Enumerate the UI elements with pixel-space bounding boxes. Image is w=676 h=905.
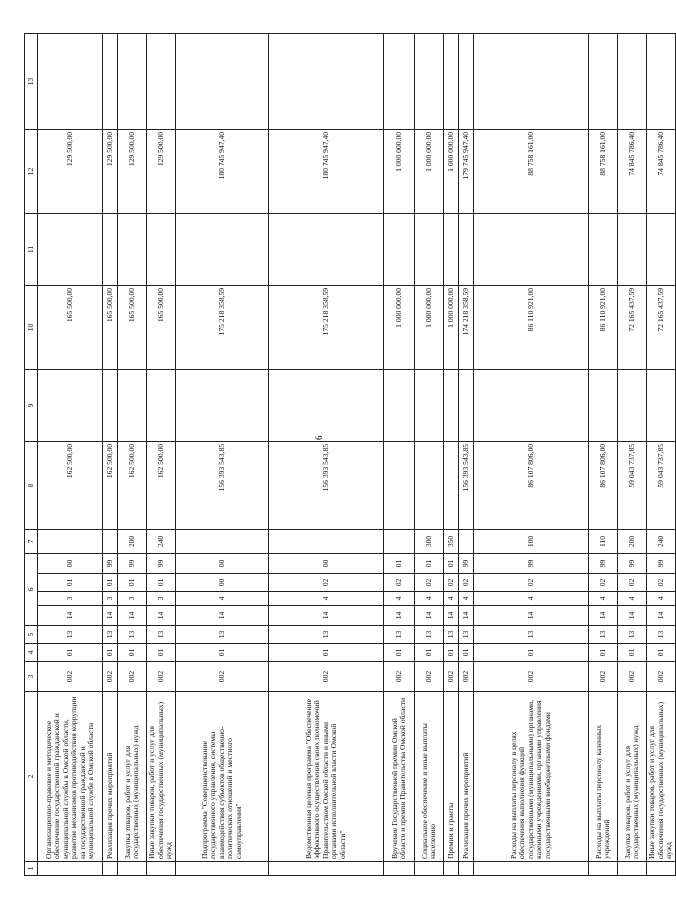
table-row <box>103 33 118 875</box>
amount-cell <box>176 213 269 285</box>
target-code-cell: 14 <box>647 606 676 626</box>
amount-cell: 1 000 000,00 <box>415 285 444 369</box>
header-cell: 3 <box>25 662 38 692</box>
amount-cell <box>38 213 103 285</box>
amount-cell <box>415 213 444 285</box>
amount-cell: 156 393 543,85 <box>176 441 269 529</box>
amount-cell <box>176 369 269 441</box>
name-cell: Организационно-правовое и методическое обеспечение государственной гражданской и муниципальной службы в Омской области, развитие механизмов противодействия коррупции на государственной гражданской и муниципальной службе в Омской области <box>38 692 103 862</box>
table-row <box>474 33 589 875</box>
table-body <box>25 33 676 875</box>
subsection-cell: 13 <box>384 626 415 644</box>
code-cell: 002 <box>474 662 589 692</box>
target-code-cell: 4 <box>415 592 444 606</box>
amount-cell: 179 745 947,40 <box>459 129 474 213</box>
amount-cell: 59 043 737,85 <box>647 441 676 529</box>
header-cell: 8 <box>25 441 38 529</box>
table-row <box>647 33 676 875</box>
amount-cell <box>474 213 589 285</box>
amount-cell: 88 758 161,00 <box>589 129 618 213</box>
amount-cell: 162 500,00 <box>103 441 118 529</box>
target-code-cell: 3 <box>118 592 147 606</box>
amount-cell <box>647 33 676 129</box>
target-code-cell: 4 <box>269 592 384 606</box>
expense-type-cell <box>384 529 415 553</box>
target-code-cell: 02 <box>618 574 647 592</box>
target-code-cell: 14 <box>459 606 474 626</box>
amount-cell <box>147 213 176 285</box>
amount-cell <box>118 369 147 441</box>
target-code-cell: 02 <box>415 574 444 592</box>
table-header-row <box>25 33 38 875</box>
amount-cell <box>618 33 647 129</box>
amount-cell <box>647 369 676 441</box>
target-code-cell: 14 <box>474 606 589 626</box>
amount-cell: 72 165 437,59 <box>647 285 676 369</box>
amount-cell: 165 500,00 <box>118 285 147 369</box>
amount-cell <box>384 441 415 529</box>
amount-cell: 156 393 543,85 <box>269 441 384 529</box>
expense-type-cell: 350 <box>444 529 459 553</box>
amount-cell <box>176 33 269 129</box>
index-cell <box>103 862 118 876</box>
table-row <box>269 33 384 875</box>
target-code-cell: 01 <box>384 553 415 573</box>
target-code-cell: 02 <box>269 574 384 592</box>
table-row <box>384 33 415 875</box>
section-cell: 01 <box>269 644 384 662</box>
target-code-cell: 3 <box>103 592 118 606</box>
target-code-cell: 01 <box>38 574 103 592</box>
target-code-cell: 01 <box>415 553 444 573</box>
code-cell: 002 <box>269 662 384 692</box>
amount-cell: 165 500,00 <box>147 285 176 369</box>
subsection-cell: 13 <box>647 626 676 644</box>
section-cell: 01 <box>38 644 103 662</box>
code-cell: 002 <box>384 662 415 692</box>
table-row <box>444 33 459 875</box>
amount-cell: 162 500,00 <box>38 441 103 529</box>
name-cell: Расходы на выплаты персоналу казенных учреждений <box>589 692 618 862</box>
subsection-cell: 13 <box>415 626 444 644</box>
name-cell: Иные закупки товаров, работ и услуг для обеспечения государственных (муниципальных) нужд <box>647 692 676 862</box>
amount-cell <box>459 369 474 441</box>
subsection-cell: 13 <box>147 626 176 644</box>
target-code-cell: 14 <box>444 606 459 626</box>
amount-cell <box>415 33 444 129</box>
table-row <box>618 33 647 875</box>
index-cell <box>444 862 459 876</box>
target-code-cell: 99 <box>103 553 118 573</box>
code-cell: 002 <box>176 662 269 692</box>
name-cell: Закупка товаров, работ и услуг для государственных (муниципальных) нужд <box>118 692 147 862</box>
amount-cell <box>384 369 415 441</box>
target-code-cell: 02 <box>474 574 589 592</box>
section-cell: 01 <box>415 644 444 662</box>
index-cell <box>384 862 415 876</box>
target-code-cell: 99 <box>118 553 147 573</box>
name-cell: Премии и гранты <box>444 692 459 862</box>
name-cell: Закупка товаров, работ и услуг для государственных (муниципальных) нужд <box>618 692 647 862</box>
table-row <box>147 33 176 875</box>
code-cell: 002 <box>118 662 147 692</box>
amount-cell <box>118 33 147 129</box>
code-cell: 002 <box>589 662 618 692</box>
amount-cell <box>415 441 444 529</box>
target-code-cell: 00 <box>269 553 384 573</box>
subsection-cell: 13 <box>618 626 647 644</box>
header-cell: 6 <box>25 553 38 625</box>
expense-type-cell <box>103 529 118 553</box>
amount-cell <box>103 369 118 441</box>
amount-cell: 180 745 947,40 <box>269 129 384 213</box>
section-cell: 01 <box>147 644 176 662</box>
subsection-cell: 13 <box>38 626 103 644</box>
expense-type-cell: 240 <box>647 529 676 553</box>
subsection-cell: 13 <box>459 626 474 644</box>
target-code-cell: 14 <box>384 606 415 626</box>
target-code-cell: 02 <box>444 574 459 592</box>
target-code-cell: 99 <box>147 553 176 573</box>
section-cell: 01 <box>459 644 474 662</box>
section-cell: 01 <box>118 644 147 662</box>
amount-cell <box>474 369 589 441</box>
expense-type-cell: 200 <box>618 529 647 553</box>
amount-cell <box>589 33 618 129</box>
subsection-cell: 13 <box>589 626 618 644</box>
code-cell: 002 <box>618 662 647 692</box>
table-row <box>459 33 474 875</box>
target-code-cell: 14 <box>118 606 147 626</box>
amount-cell <box>589 369 618 441</box>
amount-cell <box>618 369 647 441</box>
target-code-cell: 4 <box>384 592 415 606</box>
target-code-cell: 99 <box>618 553 647 573</box>
amount-cell: 59 043 737,85 <box>618 441 647 529</box>
expense-type-cell: 100 <box>474 529 589 553</box>
subsection-cell: 13 <box>118 626 147 644</box>
name-cell: Расходы на выплаты персоналу в целях обеспечения выполнения функций государственными (муниципальными) органами, казенными учреждениями, органами управления государственными внебюджетными фондами <box>474 692 589 862</box>
amount-cell: 72 165 437,59 <box>618 285 647 369</box>
index-cell <box>474 862 589 876</box>
expense-type-cell <box>38 529 103 553</box>
amount-cell <box>589 213 618 285</box>
section-cell: 01 <box>474 644 589 662</box>
subsection-cell: 13 <box>269 626 384 644</box>
amount-cell: 1 000 000,00 <box>444 129 459 213</box>
table-row <box>38 33 103 875</box>
amount-cell: 162 500,00 <box>147 441 176 529</box>
amount-cell: 1 000 000,00 <box>384 129 415 213</box>
target-code-cell: 14 <box>38 606 103 626</box>
subsection-cell: 13 <box>474 626 589 644</box>
target-code-cell: 14 <box>147 606 176 626</box>
table-rotation-wrapper <box>24 34 674 876</box>
amount-cell: 175 218 358,59 <box>176 285 269 369</box>
amount-cell <box>474 33 589 129</box>
target-code-cell: 01 <box>118 574 147 592</box>
name-cell: Вручение Государственной премии Омской области и премии Правительства Омской области <box>384 692 415 862</box>
expense-type-cell <box>269 529 384 553</box>
amount-cell <box>647 213 676 285</box>
target-code-cell: 99 <box>647 553 676 573</box>
target-code-cell: 01 <box>147 574 176 592</box>
target-code-cell: 4 <box>474 592 589 606</box>
target-code-cell: 4 <box>444 592 459 606</box>
amount-cell: 88 758 161,00 <box>474 129 589 213</box>
section-cell: 01 <box>444 644 459 662</box>
index-cell <box>118 862 147 876</box>
section-cell: 01 <box>103 644 118 662</box>
amount-cell: 129 500,00 <box>38 129 103 213</box>
code-cell: 002 <box>147 662 176 692</box>
header-cell: 13 <box>25 33 38 129</box>
code-cell: 002 <box>415 662 444 692</box>
name-cell: Ведомственная целевая программа "Обеспечение эффективного осуществления своих полномочий Правительством Омской области и иными органами исполнительной власти Омской области" <box>269 692 384 862</box>
expense-type-cell <box>459 529 474 553</box>
amount-cell <box>618 213 647 285</box>
target-code-cell: 01 <box>103 574 118 592</box>
target-code-cell: 99 <box>589 553 618 573</box>
header-cell: 11 <box>25 213 38 285</box>
name-cell: Реализация прочих мероприятий <box>459 692 474 862</box>
name-cell: Реализация прочих мероприятий <box>103 692 118 862</box>
amount-cell: 129 500,00 <box>118 129 147 213</box>
page-number: 6 <box>314 435 324 440</box>
header-cell: 2 <box>25 692 38 862</box>
target-code-cell: 4 <box>647 592 676 606</box>
amount-cell <box>103 213 118 285</box>
target-code-cell: 99 <box>459 553 474 573</box>
amount-cell: 86 110 921,00 <box>589 285 618 369</box>
amount-cell: 86 107 806,00 <box>474 441 589 529</box>
code-cell: 002 <box>647 662 676 692</box>
name-cell: Иные закупки товаров, работ и услуг для обеспечения государственных (муниципальных) нужд <box>147 692 176 862</box>
code-cell: 002 <box>459 662 474 692</box>
subsection-cell: 13 <box>103 626 118 644</box>
amount-cell <box>384 33 415 129</box>
target-code-cell: 00 <box>176 574 269 592</box>
code-cell: 002 <box>444 662 459 692</box>
code-cell: 002 <box>103 662 118 692</box>
section-cell: 01 <box>384 644 415 662</box>
amount-cell <box>38 369 103 441</box>
subsection-cell: 13 <box>444 626 459 644</box>
amount-cell <box>444 369 459 441</box>
index-cell <box>415 862 444 876</box>
target-code-cell: 14 <box>589 606 618 626</box>
target-code-cell: 14 <box>103 606 118 626</box>
target-code-cell: 4 <box>618 592 647 606</box>
amount-cell <box>269 213 384 285</box>
header-cell: 7 <box>25 529 38 553</box>
amount-cell: 1 000 000,00 <box>415 129 444 213</box>
target-code-cell: 01 <box>444 553 459 573</box>
target-code-cell: 14 <box>269 606 384 626</box>
table-row <box>176 33 269 875</box>
section-cell: 01 <box>618 644 647 662</box>
amount-cell: 129 500,00 <box>103 129 118 213</box>
amount-cell <box>459 213 474 285</box>
amount-cell <box>147 33 176 129</box>
amount-cell: 86 110 921,00 <box>474 285 589 369</box>
table-row <box>118 33 147 875</box>
expense-type-cell: 300 <box>415 529 444 553</box>
amount-cell: 1 000 000,00 <box>444 285 459 369</box>
amount-cell <box>415 369 444 441</box>
target-code-cell: 02 <box>459 574 474 592</box>
name-cell: Социальное обеспечение и иные выплаты населению <box>415 692 444 862</box>
section-cell: 01 <box>176 644 269 662</box>
header-cell: 5 <box>25 626 38 644</box>
amount-cell: 129 500,00 <box>147 129 176 213</box>
section-cell: 01 <box>589 644 618 662</box>
header-cell: 4 <box>25 644 38 662</box>
subsection-cell: 13 <box>176 626 269 644</box>
section-cell: 01 <box>647 644 676 662</box>
index-cell <box>647 862 676 876</box>
amount-cell: 86 107 806,00 <box>589 441 618 529</box>
header-cell: 9 <box>25 369 38 441</box>
amount-cell: 74 845 786,40 <box>647 129 676 213</box>
target-code-cell: 02 <box>647 574 676 592</box>
amount-cell <box>384 213 415 285</box>
expense-type-cell: 110 <box>589 529 618 553</box>
target-code-cell: 02 <box>589 574 618 592</box>
index-cell <box>147 862 176 876</box>
amount-cell <box>118 213 147 285</box>
amount-cell <box>269 33 384 129</box>
target-code-cell: 3 <box>38 592 103 606</box>
amount-cell <box>444 441 459 529</box>
header-cell: 10 <box>25 285 38 369</box>
code-cell: 002 <box>38 662 103 692</box>
index-cell <box>176 862 269 876</box>
amount-cell <box>444 33 459 129</box>
amount-cell <box>103 33 118 129</box>
table-row <box>415 33 444 875</box>
target-code-cell: 4 <box>176 592 269 606</box>
index-cell <box>269 862 384 876</box>
amount-cell <box>459 33 474 129</box>
target-code-cell: 4 <box>589 592 618 606</box>
target-code-cell: 14 <box>415 606 444 626</box>
amount-cell: 74 845 786,40 <box>618 129 647 213</box>
index-cell <box>589 862 618 876</box>
expense-type-cell <box>176 529 269 553</box>
index-cell <box>38 862 103 876</box>
amount-cell: 174 218 358,59 <box>459 285 474 369</box>
target-code-cell: 02 <box>384 574 415 592</box>
amount-cell <box>269 369 384 441</box>
amount-cell: 1 000 000,00 <box>384 285 415 369</box>
header-cell: 1 <box>25 862 38 876</box>
budget-table <box>24 33 676 876</box>
target-code-cell: 00 <box>38 553 103 573</box>
amount-cell <box>147 369 176 441</box>
target-code-cell: 00 <box>176 553 269 573</box>
amount-cell <box>38 33 103 129</box>
index-cell <box>459 862 474 876</box>
amount-cell: 156 393 543,85 <box>459 441 474 529</box>
target-code-cell: 14 <box>176 606 269 626</box>
target-code-cell: 3 <box>147 592 176 606</box>
amount-cell: 162 500,00 <box>118 441 147 529</box>
target-code-cell: 99 <box>474 553 589 573</box>
name-cell: Подпрограмма "Совершенствование государственного управления, системы взаимодействия субъектов общественно-политических отношений и местного самоуправления" <box>176 692 269 862</box>
expense-type-cell: 200 <box>118 529 147 553</box>
expense-type-cell: 240 <box>147 529 176 553</box>
target-code-cell: 4 <box>459 592 474 606</box>
header-cell: 12 <box>25 129 38 213</box>
amount-cell: 165 500,00 <box>103 285 118 369</box>
amount-cell <box>444 213 459 285</box>
amount-cell: 165 500,00 <box>38 285 103 369</box>
index-cell <box>618 862 647 876</box>
amount-cell: 175 218 358,59 <box>269 285 384 369</box>
table-row <box>589 33 618 875</box>
target-code-cell: 14 <box>618 606 647 626</box>
amount-cell: 180 745 947,40 <box>176 129 269 213</box>
